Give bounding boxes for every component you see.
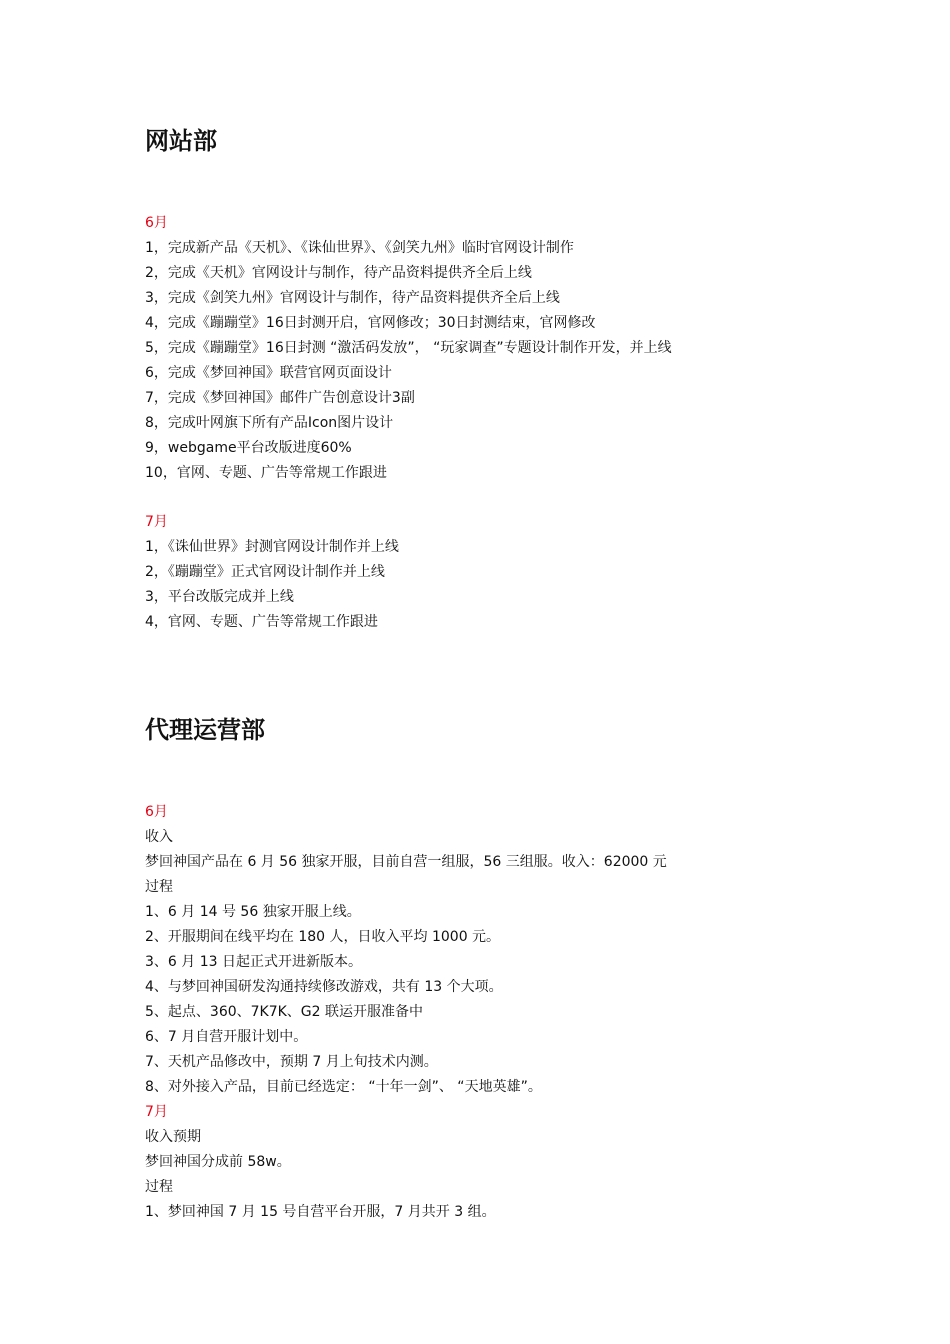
agency-july-process-list	[145, 1200, 865, 1225]
list-item: 2、开服期间在线平均在 180 人，日收入平均 1000 元。	[145, 929, 501, 945]
website-june-label: 6月	[145, 215, 168, 231]
list-item: 8，完成叶网旗下所有产品Icon图片设计	[145, 415, 394, 431]
agency-june-income-label: 收入	[145, 829, 173, 845]
website-july-label: 7月	[145, 514, 168, 530]
list-item: 1、6 月 14 号 56 独家开服上线。	[145, 904, 361, 920]
list-item: 10，官网、专题、广告等常规工作跟进	[145, 465, 387, 481]
website-june-block	[145, 211, 865, 486]
list-item: 2，完成《天机》官网设计与制作，待产品资料提供齐全后上线	[145, 265, 532, 281]
list-item: 1、梦回神国 7 月 15 号自营平台开服，7 月共开 3 组。	[145, 1204, 496, 1220]
agency-dept-title: 代理运营部	[145, 716, 265, 744]
website-dept-title: 网站部	[145, 127, 217, 155]
agency-july-income-text: 梦回神国分成前 58w。	[145, 1154, 291, 1170]
list-item: 9，webgame平台改版进度60%	[145, 440, 352, 456]
list-item: 2，《蹦蹦堂》正式官网设计制作并上线	[145, 564, 385, 580]
list-item: 6、7 月自营开服计划中。	[145, 1029, 308, 1045]
agency-june-process-label: 过程	[145, 879, 173, 895]
list-item: 3、6 月 13 日起正式开进新版本。	[145, 954, 362, 970]
list-item: 5，完成《蹦蹦堂》16日封测 “激活码发放”， “玩家调查”专题设计制作开发，并上线	[145, 340, 672, 356]
list-item: 1，《诛仙世界》封测官网设计制作并上线	[145, 539, 399, 555]
list-item: 3，完成《剑笑九州》官网设计与制作，待产品资料提供齐全后上线	[145, 290, 560, 306]
list-item: 7，完成《梦回神国》邮件广告创意设计3副	[145, 390, 415, 406]
list-item: 4、与梦回神国研发沟通持续修改游戏，共有 13 个大项。	[145, 979, 503, 995]
website-july-block	[145, 510, 865, 635]
website-june-list	[145, 236, 865, 486]
list-item: 1，完成新产品《天机》、《诛仙世界》、《剑笑九州》临时官网设计制作	[145, 240, 574, 256]
agency-june-label: 6月	[145, 804, 168, 820]
list-item: 7、天机产品修改中，预期 7 月上旬技术内测。	[145, 1054, 438, 1070]
list-item: 8、对外接入产品，目前已经选定： “十年一剑”、 “天地英雄”。	[145, 1079, 542, 1095]
agency-june-process-list	[145, 900, 865, 1100]
agency-july-label: 7月	[145, 1104, 168, 1120]
agency-july-income-label: 收入预期	[145, 1129, 201, 1145]
website-july-list	[145, 535, 865, 635]
list-item: 6，完成《梦回神国》联营官网页面设计	[145, 365, 392, 381]
list-item: 5、起点、360、7K7K、G2 联运开服准备中	[145, 1004, 424, 1020]
agency-july-process-label: 过程	[145, 1179, 173, 1195]
agency-june-block	[145, 800, 865, 1225]
list-item: 4，官网、专题、广告等常规工作跟进	[145, 614, 378, 630]
list-item: 4，完成《蹦蹦堂》16日封测开启，官网修改；30日封测结束，官网修改	[145, 315, 596, 331]
agency-june-income-text: 梦回神国产品在 6 月 56 独家开服，目前自营一组服，56 三组服。收入：62000 元	[145, 854, 667, 870]
list-item: 3，平台改版完成并上线	[145, 589, 294, 605]
